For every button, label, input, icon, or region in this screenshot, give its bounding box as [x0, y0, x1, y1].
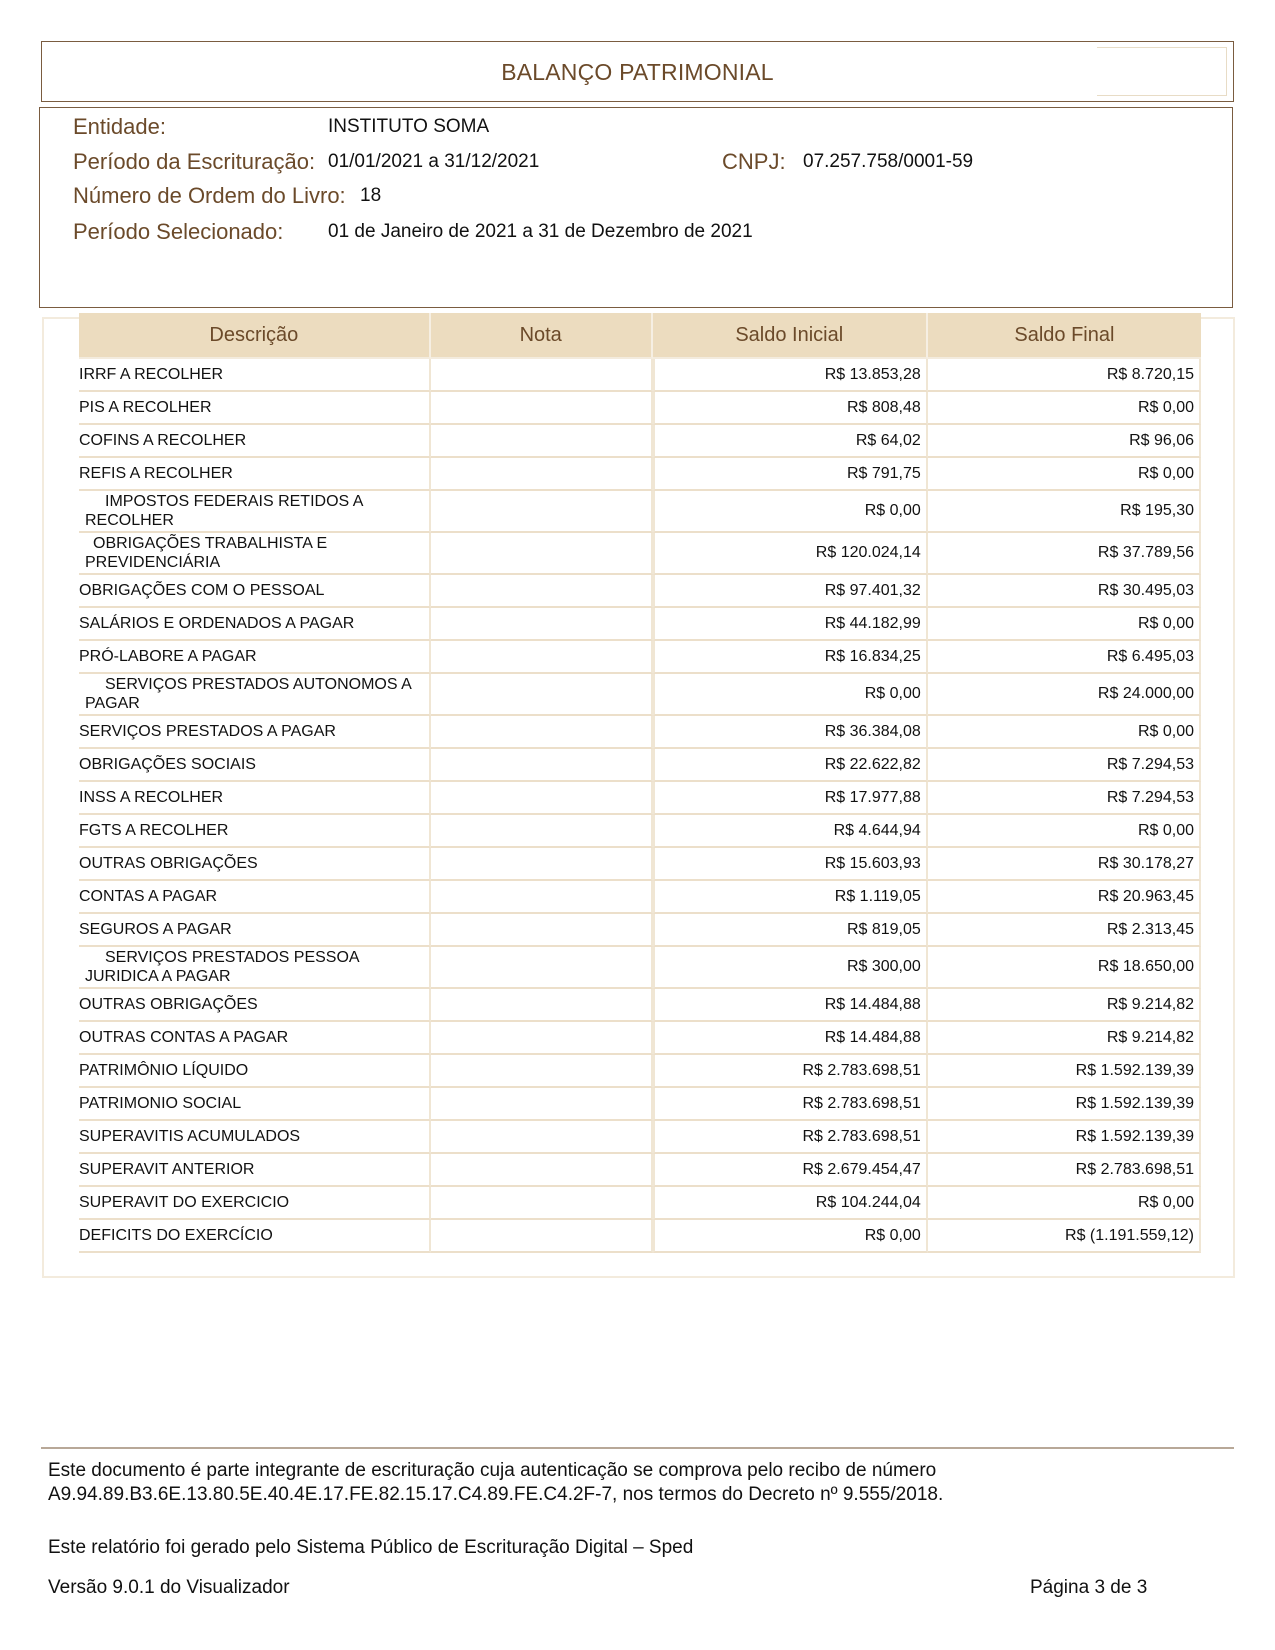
row-saldo-inicial: R$ 104.244,04 — [653, 1187, 928, 1220]
row-saldo-inicial: R$ 16.834,25 — [653, 641, 928, 674]
row-saldo-final: R$ 37.789,56 — [928, 533, 1201, 575]
row-saldo-final: R$ 2.783.698,51 — [928, 1154, 1201, 1187]
table-row — [79, 815, 1201, 848]
row-saldo-final: R$ 6.495,03 — [928, 641, 1201, 674]
table-row — [79, 1187, 1201, 1220]
column-header-saldo-final: Saldo Final — [928, 313, 1201, 359]
table-row — [79, 881, 1201, 914]
row-description-line2: PREVIDENCIÁRIA — [85, 554, 221, 571]
row-nota — [431, 491, 653, 533]
row-saldo-inicial: R$ 4.644,94 — [653, 815, 928, 848]
page-number: Página 3 de 3 — [1030, 1577, 1148, 1598]
row-nota — [431, 1154, 653, 1187]
row-saldo-final: R$ 30.495,03 — [928, 575, 1201, 608]
footer-authentication-line2: A9.94.89.B3.6E.13.80.5E.40.4E.17.FE.82.15.17.C4.89.FE.C4.2F-7, nos termos do Decreto nº 9.555/2018. — [48, 1484, 944, 1505]
row-description: PATRIMÔNIO LÍQUIDO — [79, 1055, 431, 1088]
row-nota — [431, 1022, 653, 1055]
row-description — [79, 674, 431, 716]
row-description-line2: PAGAR — [85, 695, 140, 712]
row-description: OUTRAS CONTAS A PAGAR — [79, 1022, 431, 1055]
row-saldo-inicial: R$ 44.182,99 — [653, 608, 928, 641]
row-description-line1: SERVIÇOS PRESTADOS AUTONOMOS A — [105, 676, 412, 693]
row-description-line1: OBRIGAÇÕES TRABALHISTA E — [93, 535, 328, 552]
row-saldo-final: R$ 20.963,45 — [928, 881, 1201, 914]
cnpj-label: CNPJ: — [722, 149, 786, 174]
row-description: CONTAS A PAGAR — [79, 881, 431, 914]
row-saldo-inicial: R$ 1.119,05 — [653, 881, 928, 914]
row-nota — [431, 1088, 653, 1121]
table-row — [79, 1121, 1201, 1154]
periodo-selecionado-label: Período Selecionado: — [73, 219, 284, 244]
row-nota — [431, 716, 653, 749]
row-saldo-final: R$ 1.592.139,39 — [928, 1055, 1201, 1088]
row-description: SUPERAVIT ANTERIOR — [79, 1154, 431, 1187]
row-saldo-final: R$ 0,00 — [928, 458, 1201, 491]
row-saldo-inicial: R$ 0,00 — [653, 491, 928, 533]
row-saldo-inicial: R$ 0,00 — [653, 1220, 928, 1253]
row-saldo-inicial: R$ 791,75 — [653, 458, 928, 491]
row-saldo-final: R$ 96,06 — [928, 425, 1201, 458]
row-saldo-inicial: R$ 2.679.454,47 — [653, 1154, 928, 1187]
row-saldo-final: R$ 8.720,15 — [928, 359, 1201, 392]
table-row — [79, 1088, 1201, 1121]
row-description: REFIS A RECOLHER — [79, 458, 431, 491]
balance-sheet-table — [79, 313, 1201, 1253]
table-row — [79, 491, 1201, 533]
row-nota — [431, 914, 653, 947]
row-nota — [431, 392, 653, 425]
row-saldo-final: R$ 7.294,53 — [928, 782, 1201, 815]
table-row — [79, 458, 1201, 491]
row-saldo-inicial: R$ 64,02 — [653, 425, 928, 458]
row-saldo-final: R$ 9.214,82 — [928, 1022, 1201, 1055]
column-header-saldo-inicial: Saldo Inicial — [653, 313, 928, 359]
row-description — [79, 491, 431, 533]
row-nota — [431, 881, 653, 914]
row-saldo-final: R$ 0,00 — [928, 608, 1201, 641]
table-row — [79, 782, 1201, 815]
table-row — [79, 641, 1201, 674]
row-description: COFINS A RECOLHER — [79, 425, 431, 458]
row-description: SUPERAVIT DO EXERCICIO — [79, 1187, 431, 1220]
row-saldo-inicial: R$ 0,00 — [653, 674, 928, 716]
footer-divider — [41, 1447, 1234, 1449]
row-saldo-inicial: R$ 15.603,93 — [653, 848, 928, 881]
table-row — [79, 533, 1201, 575]
row-description — [79, 947, 431, 989]
report-title: BALANÇO PATRIMONIAL — [501, 59, 774, 85]
row-description: OBRIGAÇÕES COM O PESSOAL — [79, 575, 431, 608]
row-saldo-inicial: R$ 2.783.698,51 — [653, 1055, 928, 1088]
row-saldo-final: R$ 7.294,53 — [928, 749, 1201, 782]
row-saldo-inicial: R$ 36.384,08 — [653, 716, 928, 749]
report-title-box — [41, 41, 1234, 102]
numero-ordem-label: Número de Ordem do Livro: — [73, 183, 346, 208]
table-row — [79, 1220, 1201, 1253]
row-description: OUTRAS OBRIGAÇÕES — [79, 848, 431, 881]
row-description: SUPERAVITIS ACUMULADOS — [79, 1121, 431, 1154]
row-saldo-final: R$ 2.313,45 — [928, 914, 1201, 947]
table-row — [79, 749, 1201, 782]
row-nota — [431, 674, 653, 716]
row-saldo-inicial: R$ 97.401,32 — [653, 575, 928, 608]
row-saldo-final: R$ 0,00 — [928, 392, 1201, 425]
row-saldo-final: R$ 1.592.139,39 — [928, 1088, 1201, 1121]
row-saldo-final: R$ 0,00 — [928, 1187, 1201, 1220]
table-row — [79, 575, 1201, 608]
row-saldo-final: R$ 30.178,27 — [928, 848, 1201, 881]
row-nota — [431, 1220, 653, 1253]
table-row — [79, 392, 1201, 425]
row-saldo-final: R$ 1.592.139,39 — [928, 1121, 1201, 1154]
row-description-line2: RECOLHER — [85, 512, 174, 529]
row-description-line1: IMPOSTOS FEDERAIS RETIDOS A — [105, 493, 364, 510]
table-row — [79, 1154, 1201, 1187]
row-description: SALÁRIOS E ORDENADOS A PAGAR — [79, 608, 431, 641]
column-header-descricao: Descrição — [79, 313, 431, 359]
row-nota — [431, 782, 653, 815]
table-row — [79, 989, 1201, 1022]
row-saldo-inicial: R$ 14.484,88 — [653, 1022, 928, 1055]
footer-generated-by: Este relatório foi gerado pelo Sistema Público de Escrituração Digital – Sped — [48, 1537, 694, 1558]
table-header-row — [79, 313, 1201, 359]
row-saldo-final: R$ 9.214,82 — [928, 989, 1201, 1022]
numero-ordem-value: 18 — [360, 185, 382, 206]
row-saldo-final: R$ 195,30 — [928, 491, 1201, 533]
footer-authentication-line1: Este documento é parte integrante de escrituração cuja autenticação se comprova pelo recibo de número — [48, 1460, 937, 1481]
row-saldo-final: R$ 18.650,00 — [928, 947, 1201, 989]
row-description: INSS A RECOLHER — [79, 782, 431, 815]
row-saldo-inicial: R$ 120.024,14 — [653, 533, 928, 575]
row-saldo-final: R$ (1.191.559,12) — [928, 1220, 1201, 1253]
row-nota — [431, 1187, 653, 1220]
table-row — [79, 716, 1201, 749]
entity-info-box — [39, 107, 1233, 308]
entidade-label: Entidade: — [73, 114, 166, 139]
row-saldo-inicial: R$ 2.783.698,51 — [653, 1088, 928, 1121]
row-nota — [431, 641, 653, 674]
row-nota — [431, 815, 653, 848]
row-saldo-final: R$ 0,00 — [928, 815, 1201, 848]
row-saldo-inicial: R$ 2.783.698,51 — [653, 1121, 928, 1154]
table-row — [79, 674, 1201, 716]
footer-version: Versão 9.0.1 do Visualizador — [48, 1577, 290, 1598]
table-row — [79, 1055, 1201, 1088]
row-description — [79, 533, 431, 575]
row-saldo-inicial: R$ 13.853,28 — [653, 359, 928, 392]
table-row — [79, 848, 1201, 881]
row-nota — [431, 1121, 653, 1154]
row-description: PATRIMONIO SOCIAL — [79, 1088, 431, 1121]
row-description: SERVIÇOS PRESTADOS A PAGAR — [79, 716, 431, 749]
row-nota — [431, 533, 653, 575]
row-description-line1: SERVIÇOS PRESTADOS PESSOA — [105, 949, 360, 966]
row-saldo-inicial: R$ 17.977,88 — [653, 782, 928, 815]
column-header-nota: Nota — [431, 313, 653, 359]
row-description: FGTS A RECOLHER — [79, 815, 431, 848]
row-saldo-inicial: R$ 808,48 — [653, 392, 928, 425]
table-row — [79, 608, 1201, 641]
row-nota — [431, 359, 653, 392]
row-nota — [431, 575, 653, 608]
cnpj-value: 07.257.758/0001-59 — [803, 151, 974, 172]
row-description: PIS A RECOLHER — [79, 392, 431, 425]
row-description: OUTRAS OBRIGAÇÕES — [79, 989, 431, 1022]
table-row — [79, 1022, 1201, 1055]
row-nota — [431, 749, 653, 782]
row-nota — [431, 1055, 653, 1088]
row-nota — [431, 608, 653, 641]
periodo-selecionado-value: 01 de Janeiro de 2021 a 31 de Dezembro de 2021 — [328, 221, 753, 242]
row-description: SEGUROS A PAGAR — [79, 914, 431, 947]
row-nota — [431, 425, 653, 458]
periodo-escrituracao-label: Período da Escrituração: — [73, 149, 316, 174]
row-nota — [431, 989, 653, 1022]
entidade-value: INSTITUTO SOMA — [328, 116, 490, 137]
table-row — [79, 947, 1201, 989]
row-description-line2: JURIDICA A PAGAR — [85, 968, 231, 985]
table-row — [79, 425, 1201, 458]
row-saldo-inicial: R$ 819,05 — [653, 914, 928, 947]
row-saldo-inicial: R$ 14.484,88 — [653, 989, 928, 1022]
row-nota — [431, 458, 653, 491]
row-saldo-inicial: R$ 300,00 — [653, 947, 928, 989]
table-row — [79, 914, 1201, 947]
table-row — [79, 359, 1201, 392]
row-description: OBRIGAÇÕES SOCIAIS — [79, 749, 431, 782]
row-nota — [431, 848, 653, 881]
row-saldo-final: R$ 24.000,00 — [928, 674, 1201, 716]
row-saldo-final: R$ 0,00 — [928, 716, 1201, 749]
row-description: DEFICITS DO EXERCÍCIO — [79, 1220, 431, 1253]
row-description: IRRF A RECOLHER — [79, 359, 431, 392]
periodo-escrituracao-value: 01/01/2021 a 31/12/2021 — [328, 151, 540, 172]
row-nota — [431, 947, 653, 989]
row-description: PRÓ-LABORE A PAGAR — [79, 641, 431, 674]
row-saldo-inicial: R$ 22.622,82 — [653, 749, 928, 782]
